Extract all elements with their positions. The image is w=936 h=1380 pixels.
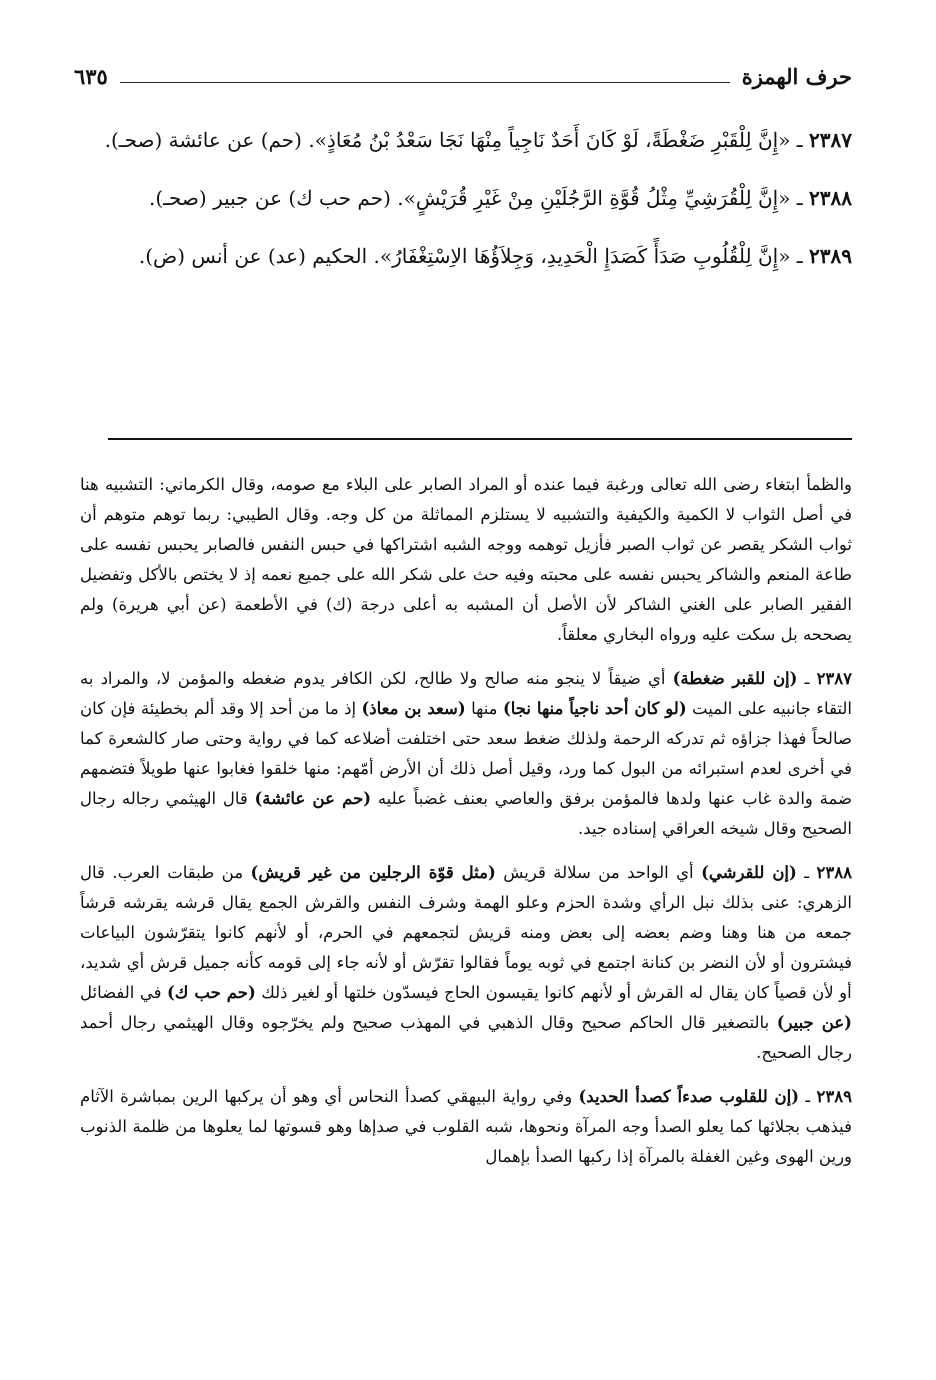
hadith-text: «إِنَّ لِلْقُرَشِيِّ مِثْلُ قُوَّةِ الرَّجُلَيْنِ مِنْ غَيْرِ قُرَيْشٍ». (حم حب ك) عن جبير (صحـ). (149, 186, 791, 210)
quoted-phrase: (مثل قوّة الرجلين من غير قريش) (250, 863, 496, 882)
commentary-number: ٢٣٨٧ (816, 669, 853, 688)
commentary-2387 (80, 664, 852, 844)
commentary-section (80, 470, 852, 1186)
chapter-title: حرف الهمزة (741, 63, 852, 89)
quoted-phrase: (عن جبير) (776, 1013, 852, 1032)
hadith-number: ٢٣٨٨ (809, 186, 852, 210)
dash: ـ (790, 128, 803, 152)
commentary-intro: والظمأ ابتغاء رضى الله تعالى ورغبة فيما عنده أو المراد الصابر على البلاء مع صومه، وقال الكرماني: التشبيه هنا في أصل الثواب لا الكمية والكيفية والتشبيه لا يستلزم المماثلة من كل وجه. وقال الطيبي: ربما توهم متوهم أن ثواب الشكر يقصر عن ثواب الصبر فأزيل توهمه ووجه الشبه اشتراكها في حبس النفس فالصابر يحبس نفسه على طاعة المنعم والشاكر يحبس نفسه على محبته وفيه حث على شكر الله على جميع نعمه إذ لا يختص بالأكل وتفضيل الفقير الصابر على الغني الشاكر لأن الأصل أن المشبه به أعلى درجة (ك) في الأطعمة (عن أبي هريرة) ولم يصححه بل سكت عليه ورواه البخاري معلقاً. (80, 475, 852, 644)
commentary-2389 (80, 1082, 852, 1172)
commentary-text: من طبقات العرب. قال الزهري: عنى بذلك نبل الرأي وشدة الحزم وعلو الهمة وشرف النفس والقرش الجمع يقال قرشه يقرشه قرشاً جمعه من هنا وهنا وضم بعضه إلى بعض ومنه قريش لتجمعهم في الحرم، أو لأنهم كانوا يتقرّشون البياعات فيشترون أو لأن النضر بن كنانة اجتمع في ثوبه يوماً فقالوا تقرّش أو لأنه جاء إلى قومه كأنه جميل قرش أي شديد، أو لأن قصياً كان يقال له القرش أو لأنهم كانوا يقيسون الحاج فيسدّون خلتها أو لغير ذلك (80, 863, 852, 1002)
quoted-phrase: (إن للقلوب صدءاً كصدأ الحديد) (578, 1087, 800, 1106)
quoted-phrase: (إن للقبر ضغطة) (672, 669, 798, 688)
hadith-entry (80, 176, 852, 220)
dash: ـ (796, 863, 810, 882)
commentary-text: قال الهيثمي رجاله رجال الصحيح وقال شيخه العراقي إسناده جيد. (80, 789, 852, 838)
hadith-number: ٢٣٨٩ (809, 244, 852, 268)
dash: ـ (790, 244, 803, 268)
commentary-text: وفي رواية البيهقي كصدأ النحاس أي وهو أن يركبها الرين بمباشرة الآثام فيذهب بجلائها كما يعلو الصدأ وجه المرآة ونحوها، شبه القلوب في صدإها وهو قسوتها لما يعلوها من ظلمة الذنوب ورين الهوى وغين الغفلة بالمرآة إذا ركبها الصدأ بإهمال (80, 1087, 852, 1166)
hadith-number: ٢٣٨٧ (809, 128, 852, 152)
hadith-list (80, 118, 852, 292)
hadith-entry (80, 118, 852, 162)
quoted-phrase: (لو كان أحد ناجياً منها نجا) (502, 699, 687, 718)
dash: ـ (797, 669, 810, 688)
page-header (74, 58, 852, 94)
quoted-phrase: (حم عن عائشة) (254, 789, 372, 808)
commentary-number: ٢٣٨٩ (816, 1087, 852, 1106)
commentary-text: أي الواحد من سلالة قريش (495, 863, 694, 882)
hadith-entry (80, 234, 852, 278)
hadith-text: «إِنَّ لِلْقَبْرِ ضَغْطَةً، لَوْ كَانَ أَحَدٌ نَاجِياً مِنْهَا نَجَا سَعْدُ بْنُ مُعَاذٍ». (حم) عن عائشة (صحـ). (104, 128, 791, 152)
commentary-text: في الفضائل (80, 983, 162, 1002)
page-number: ٦٣٥ (74, 63, 108, 89)
dash: ـ (790, 186, 803, 210)
hadith-text: «إِنَّ لِلْقُلُوبِ صَدَأً كَصَدَإِ الْحَدِيدِ، وَجِلاَؤُهَا الاِسْتِغْفَارُ». الحكيم (عد) عن أنس (ض). (138, 244, 791, 268)
commentary-text: بالتصغير قال الحاكم صحيح وقال الذهبي في المهذب صحيح ولم يخرّجوه وقال الهيثمي رجال أحمد رجال الصحيح. (80, 1013, 852, 1062)
dash: ـ (799, 1087, 811, 1106)
quoted-phrase: (سعد بن معاذ) (361, 699, 466, 718)
quoted-phrase: (إن للقرشي) (701, 863, 797, 882)
commentary-number: ٢٣٨٨ (816, 863, 852, 882)
quoted-phrase: (حم حب ك) (167, 983, 256, 1002)
header-rule (120, 82, 730, 83)
commentary-text: إذ ما من أحد إلا وقد ألم بخطيئة فإن كان صالحاً فهذا جزاؤه ثم تدركه الرحمة ولذلك ضغط سعد حتى اختلفت أضلاعه كما في رواية وحتى صار كالشعرة كما في أخرى لعدم استبرائه من البول كما ورد، وقيل أصل ذلك أن الأرض أمّهم: منها خلقوا فغابوا عنها طويلاً فتضمهم ضمة والدة غاب عنها ولدها فالمؤمن برفق والعاصي بعنف غضباً عليه (80, 699, 852, 808)
commentary-text: منها (465, 699, 498, 718)
commentary-text: أي ضيقاً لا ينجو منه صالح ولا طالح، لكن الكافر يدوم ضغطه والمؤمن لا، والمراد به التقاء جانبيه على الميت (80, 669, 853, 718)
commentary-2388 (80, 858, 852, 1068)
section-divider (108, 438, 852, 440)
